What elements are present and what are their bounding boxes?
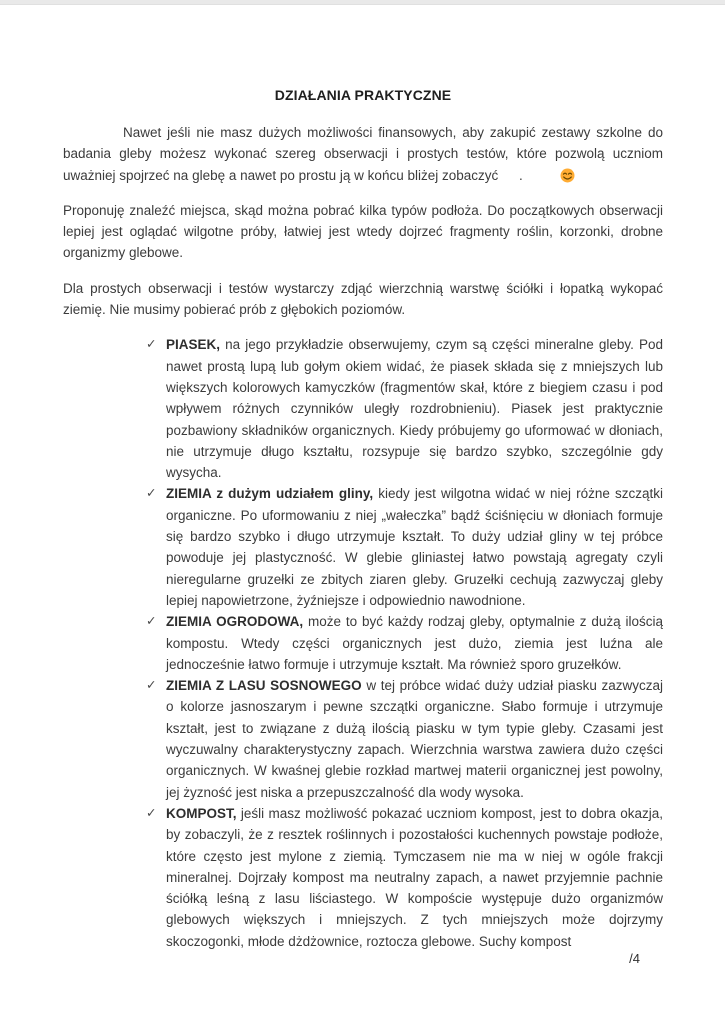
checkmark-icon: ✓ [146,337,157,352]
list-item-lead: ZIEMIA Z LASU SOSNOWEGO [166,678,362,694]
list-item-kompost [148,803,663,952]
paragraph-intro [63,122,663,186]
page-title: DZIAŁANIA PRAKTYCZNE [274,87,452,103]
list-item-piasek [148,334,663,483]
checkmark-icon: ✓ [146,805,157,820]
list-item-ziemia-z-lasu [148,675,663,803]
checkmark-icon: ✓ [146,678,157,693]
smiley-emoji-icon [500,168,515,183]
list-item-text: kiedy jest wilgotna widać w niej różne szczątki organiczne. Po uformowaniu z niej „wałeczka” bądź ściśnięciu w dłoniach formuje się bardzo szybko i długo utrzymuje kształt. To duży udział gliny w tej próbce powoduje jej plastyczność. W glebie gliniastej łatwo powstają agregaty czyli nieregularne gruzełki ze zbitych ziaren gleby. Gruzełki cechują zazwyczaj gleby lepiej napowietrzone, żyźniejsze i odpowiednio nawodnione. [166,486,663,608]
checkmark-icon: ✓ [146,614,157,629]
list-item-text: może to być każdy rodzaj gleby, optymalnie z dużą ilością kompostu. Wtedy części organicznych jest dużo, ziemia jest luźna ale jednocześnie łatwo formuje i utrzymuje kształt. Ma również sporo gruzełków. [166,614,663,672]
list-item-ziemia-ogrodowa [148,611,663,675]
list-item-lead: ZIEMIA z dużym udziałem gliny, [166,486,374,502]
checkmark-icon: ✓ [146,486,157,501]
page-number: /4 [629,951,640,966]
list-item-lead: ZIEMIA OGRODOWA, [166,614,304,630]
paragraph-digging: Dla prostych obserwacji i testów wystarczy zdjąć wierzchnią warstwę ściółki i łopatką wykopać ziemię. Nie musimy pobierać prób z głębokich poziomów. [63,280,663,318]
paragraph-text: . [515,167,523,183]
document-page [0,5,725,1024]
list-item-ziemia-gliniasta [148,483,663,611]
list-item-lead: PIASEK, [166,337,221,353]
soil-types-checklist [148,334,663,952]
list-item-text: na jego przykładzie obserwujemy, czym są części mineralne gleby. Pod nawet prostą lupą lub gołym okiem widać, że piasek składa się z mniejszych lub większych kolorowych kamyczków (fragmentów skał, które z biegiem czasu i pod wpływem różnych czynników uległy rozdrobnieniu). Piasek jest praktycznie pozbawiony składników organicznych. Kiedy próbujemy go uformować w dłoniach, nie utrzymuje długo kształtu, rozsypuje się bardzo szybko, szczególnie gdy wysycha. [166,337,663,481]
list-item-text: jeśli masz możliwość pokazać uczniom kompost, jest to dobra okazja, by zobaczyli, że z resztek roślinnych i pozostałości kuchennych powstaje podłoże, które często jest mylone z ziemią. Tymczasem nie ma w niej w ogóle frakcji mineralnej. Dojrzały kompost ma neutralny zapach, a nawet przyjemnie pachnie ściółką leśną z lasu liściastego. W kompoście występuje dużo organizmów glebowych większych i mniejszych. Z tych mniejszych może dojrzymy skoczogonki, młode dżdżownice, roztocza glebowe. Suchy kompost [166,805,663,949]
list-item-text: w tej próbce widać duży udział piasku zazwyczaj o kolorze jasnoszarym i pewne szczątki organiczne. Słabo formuje i utrzymuje kształt, jest to związane z dużą ilością piasku w tym typie gleby. Czasami jest wyczuwalny charakterystyczny zapach. Wierzchnia warstwa zawiera dużo części organicznych. W kwaśnej glebie rozkład martwej materii organicznej jest powolny, jej żyzność jest niska a przepuszczalność dla wody wysoka. [166,678,663,800]
list-item-lead: KOMPOST, [166,805,237,821]
paragraph-sampling: Proponuję znaleźć miejsca, skąd można pobrać kilka typów podłoża. Do początkowych obserwacji lepiej jest oglądać wilgotne próby, łatwiej jest wtedy dojrzeć fragmenty roślin, korzonki, drobne organizmy glebowe. [63,202,663,261]
paragraph-text: Nawet jeśli nie masz dużych możliwości finansowych, aby zakupić zestawy szkolne do badania gleby możesz wykonać szereg obserwacji i prostych testów, które pozwolą uczniom uważniej spojrzeć na glebę a nawet po prostu ją w końcu bliżej zobaczyć [63,125,663,183]
